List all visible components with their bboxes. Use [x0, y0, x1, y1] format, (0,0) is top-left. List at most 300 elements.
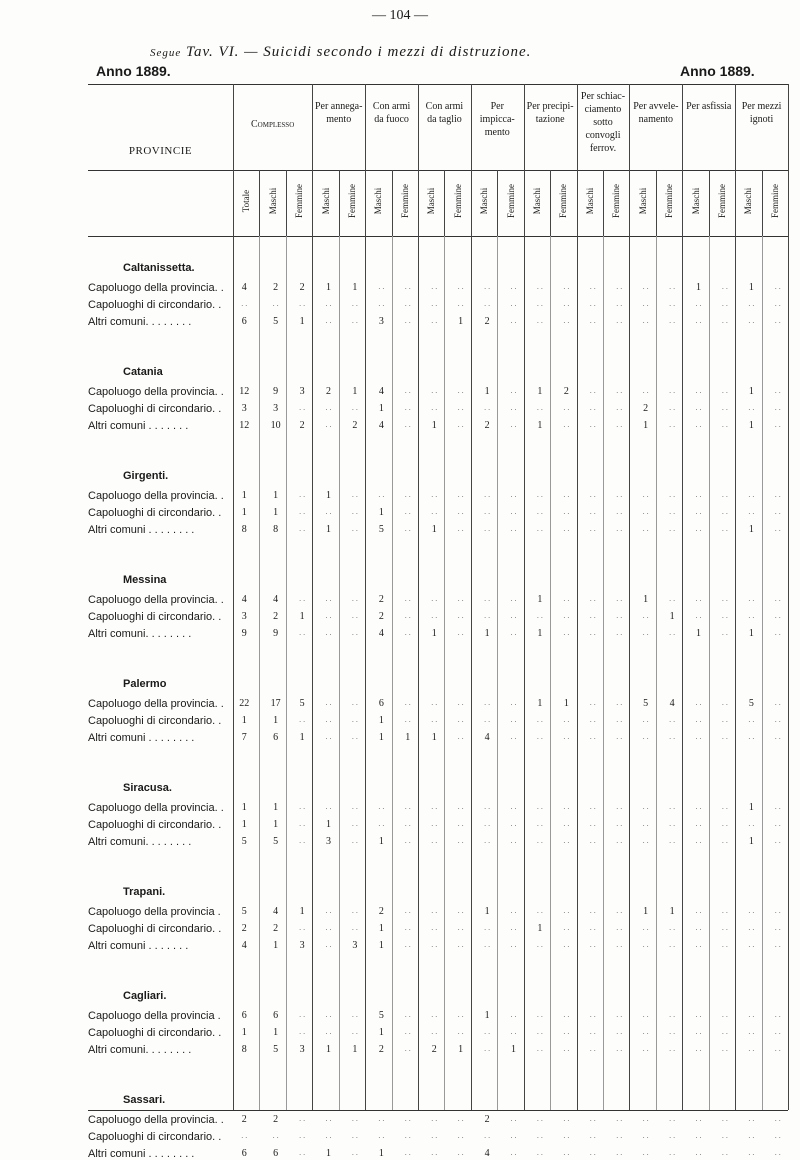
column-divider [629, 84, 630, 1110]
empty-cell: . . [484, 836, 491, 845]
empty-cell: . . [616, 1010, 623, 1019]
table-cell: 1 [241, 507, 247, 518]
empty-cell: . . [431, 819, 438, 828]
table-cell: 4 [669, 698, 675, 709]
empty-cell: . . [325, 802, 332, 811]
empty-cell: . . [669, 1114, 676, 1123]
table-cell: 1 [378, 715, 384, 726]
group-header: Complesso [251, 119, 295, 130]
table-cell: 1 [643, 420, 649, 431]
empty-cell: . . [695, 507, 702, 516]
empty-cell: . . [563, 1010, 570, 1019]
empty-cell: . . [536, 507, 543, 516]
empty-cell: . . [589, 611, 596, 620]
column-divider [312, 84, 313, 1110]
empty-cell: . . [351, 403, 358, 412]
table-cell: 4 [378, 386, 384, 397]
table-cell: 2 [273, 1114, 279, 1125]
empty-cell: . . [536, 1131, 543, 1140]
empty-cell: . . [431, 940, 438, 949]
empty-cell: . . [695, 698, 702, 707]
empty-cell: . . [325, 698, 332, 707]
empty-cell: . . [695, 1131, 702, 1140]
empty-cell: . . [669, 923, 676, 932]
table-cell: 2 [299, 420, 305, 431]
empty-cell: . . [325, 940, 332, 949]
empty-cell: . . [325, 299, 332, 308]
table-cell: 2 [326, 386, 331, 397]
empty-cell: . . [404, 628, 411, 637]
table-cell: 10 [270, 420, 281, 431]
table-cell: 1 [326, 1044, 331, 1055]
empty-cell: . . [457, 906, 464, 915]
empty-cell: . . [510, 1027, 517, 1036]
empty-cell: . . [457, 628, 464, 637]
empty-cell: . . [616, 316, 623, 325]
empty-cell: . . [325, 316, 332, 325]
empty-cell: . . [404, 524, 411, 533]
empty-cell: . . [589, 386, 596, 395]
row-label: Capoluogo della provincia. . [88, 594, 224, 606]
table-cell: 4 [378, 420, 384, 431]
empty-cell: . . [351, 715, 358, 724]
empty-cell: . . [431, 1131, 438, 1140]
empty-cell: . . [351, 1010, 358, 1019]
empty-cell: . . [404, 802, 411, 811]
empty-cell: . . [748, 1131, 755, 1140]
subcolumn-header: Maschi [743, 187, 754, 215]
empty-cell: . . [325, 1010, 332, 1019]
subcolumn-header: Femmine [294, 184, 305, 218]
empty-cell: . . [616, 940, 623, 949]
table-cell: 2 [484, 420, 490, 431]
subcolumn-header: Maschi [320, 187, 331, 215]
row-label: Capoluogo della provincia. . [88, 490, 224, 502]
row-label: Capoluogo della provincia. . [88, 802, 224, 814]
column-divider [497, 236, 498, 1110]
empty-cell: . . [589, 282, 596, 291]
empty-cell: . . [457, 1114, 464, 1123]
table-cell: 2 [273, 611, 279, 622]
empty-cell: . . [721, 906, 728, 915]
empty-cell: . . [642, 732, 649, 741]
empty-cell: . . [351, 1148, 358, 1157]
empty-cell: . . [616, 403, 623, 412]
empty-cell: . . [774, 923, 781, 932]
subcolumn-header: Femmine [611, 184, 622, 218]
table-cell: 2 [431, 1044, 437, 1055]
empty-cell: . . [404, 507, 411, 516]
empty-cell: . . [748, 1044, 755, 1053]
empty-cell: . . [404, 1114, 411, 1123]
empty-cell: . . [299, 299, 306, 308]
empty-cell: . . [589, 732, 596, 741]
table-cell: 1 [511, 1044, 516, 1055]
row-label: Altri comuni. . . . . . . . [88, 1044, 192, 1056]
empty-cell: . . [774, 1010, 781, 1019]
table-cell: 2 [484, 316, 490, 327]
empty-cell: . . [325, 906, 332, 915]
row-label: Capoluogo della provincia. . [88, 698, 224, 710]
table-cell: 1 [299, 732, 305, 743]
empty-cell: . . [774, 386, 781, 395]
empty-cell: . . [616, 1131, 623, 1140]
empty-cell: . . [642, 836, 649, 845]
table-cell: 1 [458, 1044, 464, 1055]
empty-cell: . . [589, 819, 596, 828]
empty-cell: . . [695, 836, 702, 845]
table-cell: 1 [326, 524, 331, 535]
empty-cell: . . [510, 611, 517, 620]
empty-cell: . . [510, 403, 517, 412]
subcolumn-header: Femmine [558, 184, 569, 218]
empty-cell: . . [695, 420, 702, 429]
empty-cell: . . [510, 594, 517, 603]
empty-cell: . . [748, 819, 755, 828]
column-divider [656, 236, 657, 1110]
row-label: Altri comuni. . . . . . . . [88, 316, 192, 328]
empty-cell: . . [642, 490, 649, 499]
empty-cell: . . [484, 1131, 491, 1140]
empty-cell: . . [748, 611, 755, 620]
empty-cell: . . [457, 940, 464, 949]
column-divider [259, 236, 260, 1110]
empty-cell: . . [721, 923, 728, 932]
table-cell: 3 [326, 836, 331, 847]
empty-cell: . . [563, 507, 570, 516]
table-cell: 1 [484, 628, 490, 639]
empty-cell: . . [774, 836, 781, 845]
empty-cell: . . [431, 299, 438, 308]
empty-cell: . . [563, 420, 570, 429]
empty-cell: . . [351, 1027, 358, 1036]
empty-cell: . . [642, 1010, 649, 1019]
empty-cell: . . [431, 698, 438, 707]
empty-cell: . . [457, 732, 464, 741]
row-label: Altri comuni. . . . . . . . [88, 836, 192, 848]
empty-cell: . . [510, 802, 517, 811]
empty-cell: . . [325, 628, 332, 637]
empty-cell: . . [563, 732, 570, 741]
table-cell: 1 [241, 715, 247, 726]
empty-cell: . . [616, 732, 623, 741]
column-divider [471, 84, 472, 1110]
table-cell: 1 [378, 732, 384, 743]
empty-cell: . . [457, 507, 464, 516]
empty-cell: . . [404, 819, 411, 828]
empty-cell: . . [241, 299, 248, 308]
empty-cell: . . [721, 282, 728, 291]
empty-cell: . . [351, 1131, 358, 1140]
empty-cell: . . [721, 611, 728, 620]
empty-cell: . . [484, 611, 491, 620]
table-cell: 1 [537, 386, 543, 397]
column-divider [286, 236, 287, 1110]
empty-cell: . . [299, 594, 306, 603]
empty-cell: . . [589, 507, 596, 516]
empty-cell: . . [695, 594, 702, 603]
table-cell: 1 [537, 628, 543, 639]
table-cell: 1 [748, 628, 754, 639]
table-cell: 1 [458, 316, 464, 327]
empty-cell: . . [669, 819, 676, 828]
row-label: Capoluoghi di circondario. . [88, 1131, 222, 1143]
empty-cell: . . [589, 923, 596, 932]
empty-cell: . . [616, 611, 623, 620]
empty-cell: . . [484, 282, 491, 291]
empty-cell: . . [241, 1131, 248, 1140]
empty-cell: . . [721, 507, 728, 516]
table-cell: 5 [241, 906, 247, 917]
empty-cell: . . [669, 802, 676, 811]
empty-cell: . . [431, 594, 438, 603]
empty-cell: . . [669, 1131, 676, 1140]
table-cell: 1 [431, 420, 437, 431]
table-cell: 1 [669, 611, 675, 622]
empty-cell: . . [484, 940, 491, 949]
empty-cell: . . [748, 1010, 755, 1019]
empty-cell: . . [299, 628, 306, 637]
empty-cell: . . [351, 836, 358, 845]
empty-cell: . . [457, 802, 464, 811]
empty-cell: . . [510, 923, 517, 932]
column-divider [339, 170, 340, 236]
empty-cell: . . [695, 819, 702, 828]
empty-cell: . . [351, 819, 358, 828]
empty-cell: . . [669, 836, 676, 845]
empty-cell: . . [721, 386, 728, 395]
empty-cell: . . [378, 1114, 385, 1123]
table-cell: 1 [378, 1148, 384, 1159]
empty-cell: . . [404, 940, 411, 949]
empty-cell: . . [563, 906, 570, 915]
empty-cell: . . [404, 490, 411, 499]
empty-cell: . . [774, 628, 781, 637]
empty-cell: . . [457, 836, 464, 845]
empty-cell: . . [589, 628, 596, 637]
empty-cell: . . [642, 1131, 649, 1140]
group-header: Per avvele- namento [633, 101, 679, 125]
empty-cell: . . [774, 524, 781, 533]
subcolumn-header: Femmine [505, 184, 516, 218]
table-cell: 5 [273, 316, 279, 327]
table-cell: 2 [273, 923, 279, 934]
empty-cell: . . [589, 490, 596, 499]
empty-cell: . . [299, 490, 306, 499]
empty-cell: . . [669, 594, 676, 603]
table-cell: 2 [378, 906, 384, 917]
subcolumn-header: Femmine [769, 184, 780, 218]
empty-cell: . . [616, 819, 623, 828]
table-cell: 2 [643, 403, 649, 414]
empty-cell: . . [669, 715, 676, 724]
column-divider [365, 84, 366, 1110]
table-cell: 1 [431, 524, 437, 535]
column-divider [550, 236, 551, 1110]
row-label: Capoluoghi di circondario. . [88, 507, 222, 519]
group-header: Per impicca- mento [479, 101, 515, 138]
table-cell: 4 [273, 594, 279, 605]
table-cell: 5 [299, 698, 305, 709]
empty-cell: . . [669, 490, 676, 499]
empty-cell: . . [563, 1114, 570, 1123]
table-cell: 1 [241, 490, 247, 501]
empty-cell: . . [695, 403, 702, 412]
empty-cell: . . [563, 299, 570, 308]
table-cell: 3 [299, 386, 305, 397]
empty-cell: . . [695, 1027, 702, 1036]
empty-cell: . . [299, 923, 306, 932]
empty-cell: . . [431, 1010, 438, 1019]
empty-cell: . . [616, 282, 623, 291]
subcolumn-header: Maschi [584, 187, 595, 215]
table-cell: 1 [273, 715, 279, 726]
empty-cell: . . [457, 1148, 464, 1157]
table-cell: 3 [299, 940, 305, 951]
empty-cell: . . [774, 732, 781, 741]
empty-cell: . . [774, 1044, 781, 1053]
region-title: Sassari. [123, 1094, 166, 1106]
table-cell: 2 [378, 594, 384, 605]
empty-cell: . . [484, 1044, 491, 1053]
empty-cell: . . [748, 715, 755, 724]
group-header: Per precipi- tazione [526, 101, 574, 125]
empty-cell: . . [589, 1027, 596, 1036]
table-cell: 6 [241, 316, 247, 327]
empty-cell: . . [325, 923, 332, 932]
empty-cell: . . [589, 715, 596, 724]
empty-cell: . . [774, 715, 781, 724]
table-cell: 5 [273, 836, 279, 847]
empty-cell: . . [642, 282, 649, 291]
region-title: Caltanissetta. [123, 262, 195, 274]
empty-cell: . . [589, 403, 596, 412]
empty-cell: . . [536, 1027, 543, 1036]
subcolumn-header: Maschi [531, 187, 542, 215]
region-title: Cagliari. [123, 990, 167, 1002]
empty-cell: . . [669, 299, 676, 308]
empty-cell: . . [695, 299, 702, 308]
empty-cell: . . [431, 1148, 438, 1157]
empty-cell: . . [536, 403, 543, 412]
table-cell: 5 [378, 1010, 384, 1021]
empty-cell: . . [404, 403, 411, 412]
empty-cell: . . [721, 1114, 728, 1123]
empty-cell: . . [431, 490, 438, 499]
empty-cell: . . [616, 386, 623, 395]
table-cell: 1 [537, 594, 543, 605]
empty-cell: . . [431, 282, 438, 291]
table-cell: 17 [270, 698, 281, 709]
empty-cell: . . [325, 1114, 332, 1123]
column-divider [656, 170, 657, 236]
empty-cell: . . [510, 715, 517, 724]
empty-cell: . . [589, 802, 596, 811]
empty-cell: . . [299, 715, 306, 724]
empty-cell: . . [325, 1131, 332, 1140]
empty-cell: . . [536, 299, 543, 308]
empty-cell: . . [351, 698, 358, 707]
region-title: Girgenti. [123, 470, 169, 482]
empty-cell: . . [484, 802, 491, 811]
empty-cell: . . [642, 611, 649, 620]
table-cell: 1 [378, 940, 384, 951]
empty-cell: . . [616, 524, 623, 533]
column-divider [286, 170, 287, 236]
provinces-header: PROVINCIE [128, 145, 193, 157]
table-title [150, 44, 710, 61]
empty-cell: . . [563, 1027, 570, 1036]
table-cell: 6 [273, 1148, 279, 1159]
table-cell: 1 [484, 906, 490, 917]
table-cell: 2 [241, 923, 247, 934]
empty-cell: . . [774, 282, 781, 291]
empty-cell: . . [616, 923, 623, 932]
empty-cell: . . [695, 490, 702, 499]
empty-cell: . . [431, 403, 438, 412]
empty-cell: . . [351, 299, 358, 308]
empty-cell: . . [325, 1027, 332, 1036]
empty-cell: . . [695, 923, 702, 932]
empty-cell: . . [563, 1131, 570, 1140]
table-cell: 1 [431, 732, 437, 743]
table-cell: 12 [239, 386, 250, 397]
empty-cell: . . [563, 316, 570, 325]
column-divider [735, 84, 736, 1110]
empty-cell: . . [536, 316, 543, 325]
empty-cell: . . [484, 524, 491, 533]
column-divider [497, 170, 498, 236]
group-header: Con armi da taglio [425, 101, 464, 125]
empty-cell: . . [404, 1010, 411, 1019]
empty-cell: . . [536, 940, 543, 949]
empty-cell: . . [774, 819, 781, 828]
empty-cell: . . [721, 698, 728, 707]
table-cell: 1 [299, 611, 305, 622]
table-cell: 5 [748, 698, 754, 709]
empty-cell: . . [774, 1114, 781, 1123]
empty-cell: . . [589, 698, 596, 707]
table-cell: 12 [239, 420, 250, 431]
empty-cell: . . [431, 1027, 438, 1036]
subcolumn-header: Maschi [690, 187, 701, 215]
empty-cell: . . [642, 1148, 649, 1157]
empty-cell: . . [721, 594, 728, 603]
empty-cell: . . [457, 698, 464, 707]
column-divider [577, 84, 578, 1110]
table-cell: 9 [273, 628, 279, 639]
empty-cell: . . [351, 923, 358, 932]
group-header: Per annega- mento [314, 101, 363, 125]
empty-cell: . . [378, 819, 385, 828]
empty-cell: . . [748, 923, 755, 932]
empty-cell: . . [299, 1010, 306, 1019]
empty-cell: . . [299, 1027, 306, 1036]
empty-cell: . . [721, 1027, 728, 1036]
empty-cell: . . [484, 715, 491, 724]
empty-cell: . . [351, 906, 358, 915]
table-cell: 1 [431, 628, 437, 639]
empty-cell: . . [721, 316, 728, 325]
empty-cell: . . [484, 594, 491, 603]
empty-cell: . . [404, 420, 411, 429]
empty-cell: . . [351, 490, 358, 499]
row-label: Capoluogo della provincia . [88, 906, 221, 918]
column-divider [762, 170, 763, 236]
column-divider [444, 236, 445, 1110]
empty-cell: . . [536, 732, 543, 741]
empty-cell: . . [589, 420, 596, 429]
